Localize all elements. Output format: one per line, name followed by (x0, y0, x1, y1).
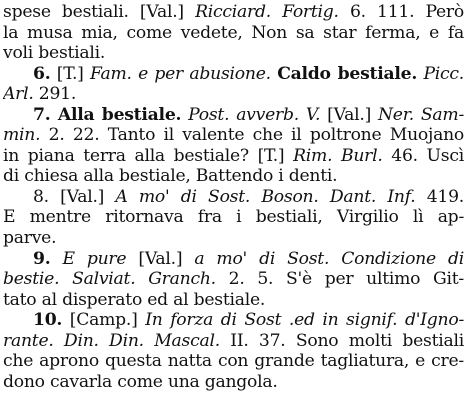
text-line (3, 146, 464, 167)
text-line (3, 269, 464, 290)
italic-citation: Picc. (423, 63, 464, 84)
text-run: 419. (415, 186, 464, 207)
text-line (3, 187, 464, 208)
text-run: tato al disperato ed al bestiale. (3, 289, 266, 310)
text-run: dono cavarla come una gangola. (3, 371, 278, 392)
italic-citation: rante. Din. Din. Mascal. (3, 330, 220, 351)
text-run: in piana terra alla bestiale? [T.] (3, 145, 294, 166)
bold-heading: 6. (33, 63, 51, 84)
italic-citation: In forza di Sost .ed in signif. d'Igno- (145, 310, 464, 331)
text-run: la musa mia, come vedete, Non sa star ferma, e fa (3, 22, 464, 43)
italic-citation: a mo' di Sost. Condizione di (194, 248, 464, 269)
text-run: 46. Uscì (382, 145, 464, 166)
italic-citation: Ner. Sam- (377, 104, 464, 125)
text-line (3, 23, 464, 44)
text-run: E mentre ritornava fra i bestiali, Virgilio lì ap- (3, 207, 464, 228)
text-run: [T.] (50, 63, 90, 84)
italic-citation: Rim. Burl. (293, 145, 383, 166)
text-line (3, 249, 464, 270)
text-run: 2. 5. S'è per ultimo Git- (215, 269, 464, 290)
text-line (3, 105, 464, 126)
text-line (3, 84, 464, 105)
text-run: [Val.] (320, 104, 378, 125)
bold-heading: Caldo bestiale. (277, 63, 418, 84)
italic-citation: bestie. Salviat. Granch. (3, 269, 216, 290)
text-run: 2. 22. Tanto il valente che il poltrone Muojano (40, 125, 464, 146)
text-run: [Camp.] (62, 310, 146, 331)
text-run: di chiesa alla bestiale, Battendo i denti. (3, 166, 338, 187)
text-run: 8. [Val.] (33, 186, 116, 207)
italic-citation: A mo' di Sost. Boson. Dant. Inf. (115, 186, 416, 207)
text-line (3, 64, 464, 85)
text-line (3, 43, 464, 64)
bold-heading: 10. (33, 310, 63, 331)
text-run: [Val.] (126, 248, 195, 269)
italic-citation: Arl. (3, 84, 34, 105)
text-run: che aprono questa natta con grande tagliatura, e cre- (3, 351, 464, 372)
text-run: voli bestiali. (3, 43, 106, 64)
text-line (3, 166, 464, 187)
text-run (50, 249, 62, 269)
bold-heading: 7. Alla bestiale. (33, 104, 182, 125)
text-line (3, 351, 464, 372)
text-line (3, 125, 464, 146)
italic-citation: Fam. e per abusione. (89, 63, 271, 84)
italic-citation: E pure (62, 248, 127, 269)
text-line (3, 310, 464, 331)
italic-citation: Ricciard. Fortig. (195, 2, 339, 22)
text-run: II. 37. Sono molti bestiali (219, 330, 464, 351)
text-line (3, 2, 464, 23)
text-run: 6. 111. Però (338, 2, 464, 22)
text-run: parve. (3, 228, 57, 249)
text-line (3, 331, 464, 352)
bold-heading: 9. (33, 248, 51, 269)
italic-citation: Post. avverb. V. (188, 104, 321, 125)
text-line (3, 290, 464, 311)
italic-citation: min. (3, 125, 41, 146)
text-line (3, 207, 464, 228)
text-run: 291. (33, 84, 77, 105)
text-run: spese bestiali. [Val.] (3, 2, 196, 22)
text-line (3, 372, 464, 393)
text-line (3, 228, 464, 249)
